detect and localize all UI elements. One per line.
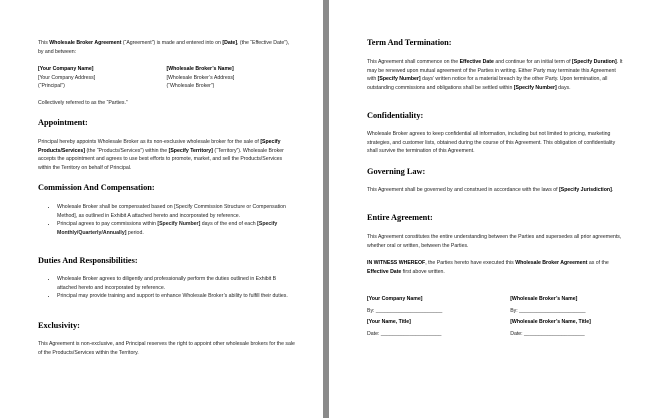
sig-name-title: [Your Name, Title] [367,319,411,326]
term-paragraph: This Agreement shall commence on the Effective Date and continue for an initial term of [Specify Duration]. It may be renewed upon mutual agreement of the Parties in writing. Either Party may terminate this Agreement with [Specify Number] days’ written notice for a material breach by the other Party. Upon termination, all outstanding commissions and obligations shall be settled within [Specify Number] days. [367,59,623,91]
principal-party [38,65,167,91]
document-page-1 [0,0,323,418]
list-item: • Wholesale Broker shall be compensated based on [Specify Commission Structure or Compensation Method], as outlined in Exhibit A attached hereto and incorporated by reference. [57,203,295,220]
document-page-2 [329,0,652,418]
sig-date-line: Date: _____________________ [510,330,585,337]
intro-paragraph: This Wholesale Broker Agreement (“Agreement”) is made and entered into on [Date], (the “Effective Date”), by and between: [38,40,290,55]
principal-address: [Your Company Address] [38,74,96,81]
sig-broker-name-title: [Wholesale Broker’s Name, Title] [510,319,591,326]
entire-agreement-heading: Entire Agreement: [367,213,433,222]
term-heading: Term And Termination: [367,38,452,47]
principal-signature [367,295,510,338]
principal-name: [Your Company Name] [38,66,94,72]
sig-by-line: By: _______________________ [510,307,586,314]
witness-paragraph: IN WITNESS WHEREOF, the Parties hereto have executed this Wholesale Broker Agreement as of the Effective Date first above written. [367,260,609,275]
parties-block [38,65,295,91]
exclusivity-paragraph: This Agreement is non-exclusive, and Principal reserves the right to appoint other wholesale brokers for the sale of the Products/Services within the Territory. [38,341,295,356]
sig-date-line: Date: _____________________ [367,330,442,337]
entire-agreement-paragraph: This Agreement constitutes the entire understanding between the Parties and supersedes all prior agreements, whether oral or written, between the Parties. [367,234,622,249]
collectively-text: Collectively referred to as the “Parties.” [38,100,128,106]
sig-company-name: [Your Company Name] [367,296,423,302]
broker-signature [510,295,624,338]
governing-law-heading: Governing Law: [367,167,426,176]
broker-role: (“Wholesale Broker”) [166,83,215,90]
confidentiality-heading: Confidentiality: [367,111,424,120]
broker-address: [Wholesale Broker’s Address] [166,74,235,81]
sig-broker-name: [Wholesale Broker’s Name] [510,296,578,302]
confidentiality-paragraph: Wholesale Broker agrees to keep confidential all information, including but not limited to pricing, marketing strategies, and customer lists, obtained during the course of this Agreement. This obligation of confidentiality shall survive the termination of this Agreement. [367,131,616,155]
duties-heading: Duties And Responsibilities: [38,256,138,265]
signature-block [367,295,624,338]
exclusivity-heading: Exclusivity: [38,321,80,330]
broker-name: [Wholesale Broker’s Name] [166,66,234,72]
commission-list [38,203,295,237]
commission-heading: Commission And Compensation: [38,183,155,192]
governing-law-paragraph: This Agreement shall be governed by and construed in accordance with the laws of [Specify Jurisdiction]. [367,187,614,193]
list-item: • Wholesale Broker agrees to diligently and professionally perform the duties outlined in Exhibit B attached hereto and incorporated by reference. [57,275,295,292]
appointment-paragraph: Principal hereby appoints Wholesale Broker as its non-exclusive wholesale broker for the sale of [Specify Products/Services] (the “Products/Services”) within the [Specify Territory] (“Territory”). Wholesale Broker accepts the appointment and agrees to use best efforts to promote, market, and sell the Products/Services within the Territory on behalf of Principal. [38,139,284,171]
principal-role: (“Principal”) [38,83,65,90]
list-item: • Principal agrees to pay commissions within [Specify Number] days of the end of each [Specify Monthly/Quarterly/Annually] period. [57,220,295,237]
broker-party [167,65,296,91]
appointment-heading: Appointment: [38,118,88,127]
duties-list [38,275,295,301]
sig-by-line: By: _______________________ [367,307,443,314]
list-item: • Principal may provide training and support to enhance Wholesale Broker’s ability to fulfill their duties. [57,292,295,301]
